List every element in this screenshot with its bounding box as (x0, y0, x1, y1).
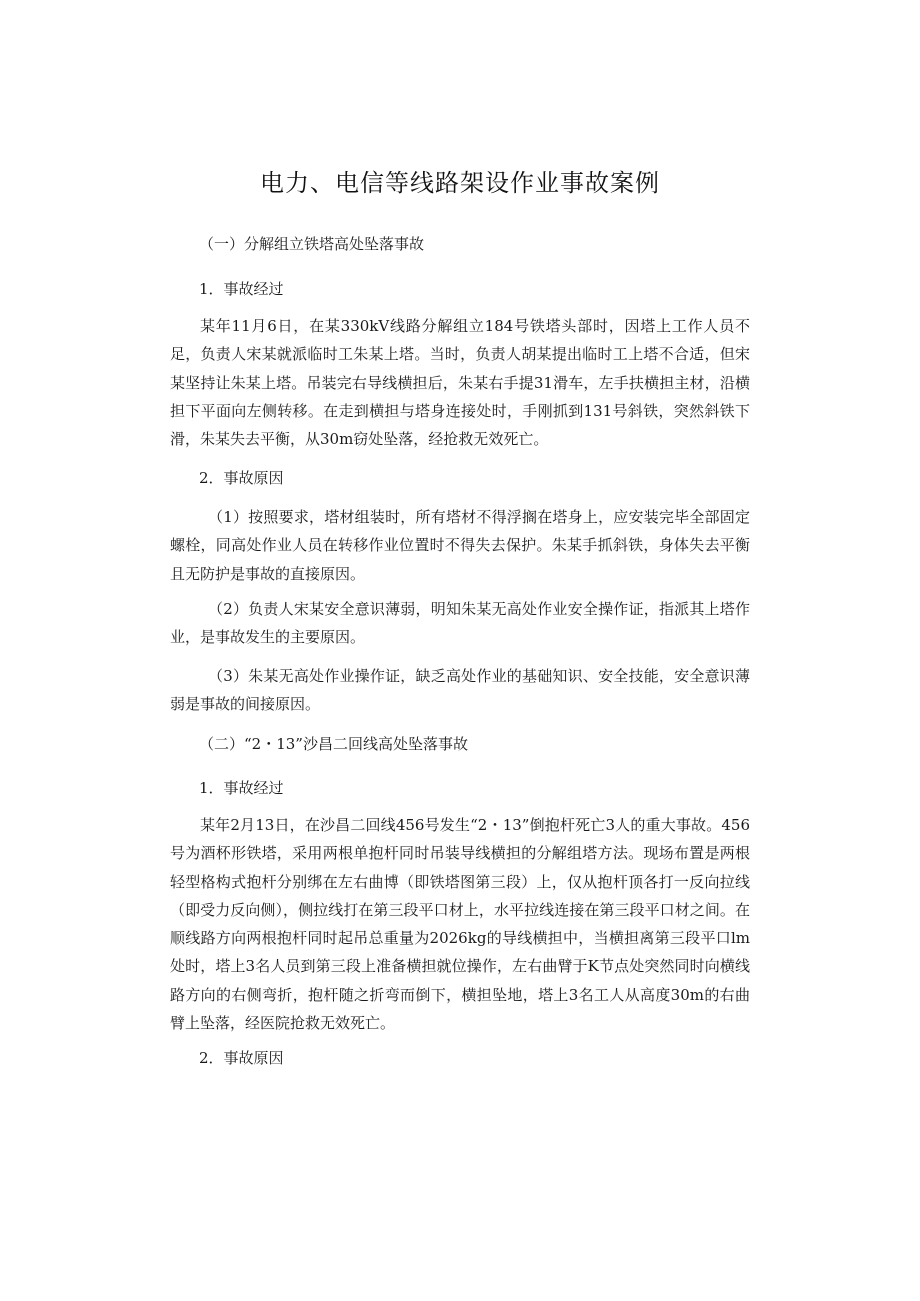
section2-process-text: 某年2月13日，在沙昌二回线456号发生“2・13”倒抱杆死亡3人的重大事故。456号为酒杯形铁塔，采用两根单抱杆同时吊装导线横担的分解组塔方法。现场布置是两根轻型格构式抱杆分别绑在左右曲博（即铁塔图第三段）上，仅从抱杆顶各打一反向拉线（即受力反向侧），侧拉线打在第三段平口材上，水平拉线连接在第三段平口材之间。在顺线路方向两根抱杆同时起吊总重量为2026kg的导线横担中，当横担离第三段平口lm处时，塔上3名人员到第三段上准备横担就位操作，左右曲臂于K节点处突然同时向横线路方向的右侧弯折，抱杆随之折弯而倒下，横担坠地，塔上3名工人从高度30m的右曲臂上坠落，经医院抢救无效死亡。 (170, 816, 750, 1033)
document-title: 电力、电信等线路架设作业事故案例 (260, 169, 660, 197)
section2-cause-label: 2．事故原因 (199, 1049, 284, 1067)
section2-process-label: 1．事故经过 (199, 779, 284, 797)
section1-reason-1: （1）按照要求，塔材组装时，所有塔材不得浮搁在塔身上，应安装完毕全部固定螺栓，同高处作业人员在转移作业位置时不得失去保护。朱某手抓斜铁，身体失去平衡且无防护是事故的直接原因。 (170, 508, 750, 583)
section1-process-label: 1．事故经过 (199, 280, 284, 298)
section1-heading: （一）分解组立铁塔高处坠落事故 (199, 235, 425, 253)
section1-reason-3: （3）朱某无高处作业操作证，缺乏高处作业的基础知识、安全技能，安全意识薄弱是事故的间接原因。 (170, 667, 750, 714)
section1-process-text: 某年11月6日，在某330kV线路分解组立184号铁塔头部时，因塔上工作人员不足，负责人宋某就派临时工朱某上塔。当时，负责人胡某提出临时工上塔不合适，但宋某坚持让朱某上塔。吊装完右导线横担后，朱某右手提31滑车，左手扶横担主材，沿横担下平面向左侧转移。在走到横担与塔身连接处时，手刚抓到131号斜铁，突然斜铁下滑，朱某失去平衡，从30m窃处坠落，经抢救无效死亡。 (170, 317, 750, 449)
section2-heading: （二）“2・13”沙昌二回线高处坠落事故 (199, 735, 468, 753)
section1-cause-label: 2．事故原因 (199, 469, 284, 487)
section1-reason-2: （2）负责人宋某安全意识薄弱，明知朱某无高处作业安全操作证，指派其上塔作业，是事故发生的主要原因。 (170, 600, 750, 647)
